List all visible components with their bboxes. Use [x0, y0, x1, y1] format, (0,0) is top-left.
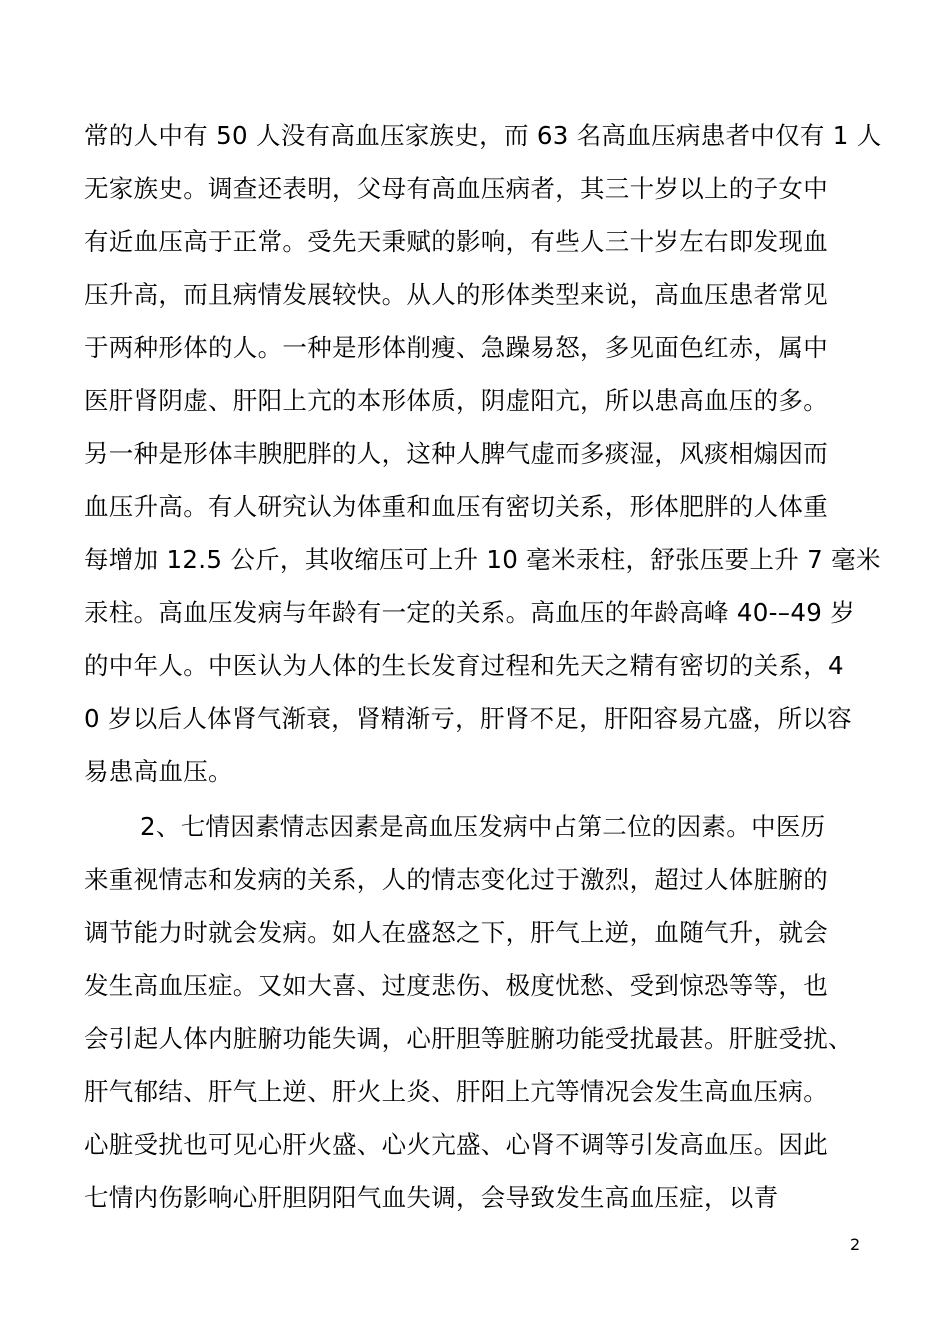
body-text-line: 另一种是形体丰腴肥胖的人，这种人脾气虚而多痰湿，风痰相煽因而: [84, 439, 828, 468]
body-text-line: 压升高，而且病情发展较快。从人的形体类型来说，高血压患者常见: [84, 280, 828, 309]
body-text-line: 有近血压高于正常。受先天秉赋的影响，有些人三十岁左右即发现血: [84, 227, 828, 256]
body-text-line: 发生高血压症。又如大喜、过度悲伤、极度忧愁、受到惊恐等等，也: [84, 971, 828, 1000]
body-text-line: 于两种形体的人。一种是形体削瘦、急躁易怒，多见面色红赤，属中: [84, 333, 828, 362]
body-text-line: 来重视情志和发病的关系，人的情志变化过于激烈，超过人体脏腑的: [84, 865, 828, 894]
body-text-line: 肝气郁结、肝气上逆、肝火上炎、肝阳上亢等情况会发生高血压病。: [84, 1077, 828, 1106]
body-text-line: 会引起人体内脏腑功能失调，心肝胆等脏腑功能受扰最甚。肝脏受扰、: [84, 1024, 853, 1053]
body-text-line: 无家族史。调查还表明，父母有高血压病者，其三十岁以上的子女中: [84, 174, 828, 203]
body-text-line: 的中年人。中医认为人体的生长发育过程和先天之精有密切的关系，4: [84, 651, 844, 680]
body-text-line: 心脏受扰也可见心肝火盛、心火亢盛、心肾不调等引发高血压。因此: [84, 1130, 828, 1159]
body-text-line: 调节能力时就会发病。如人在盛怒之下，肝气上逆，血随气升，就会: [84, 918, 828, 947]
body-text-line: 医肝肾阴虚、肝阳上亢的本形体质，阴虚阳亢，所以患高血压的多。: [84, 386, 828, 415]
paragraph-first-line: 2、七情因素情志因素是高血压发病中占第二位的因素。中医历: [140, 812, 826, 841]
body-text-line: 易患高血压。: [84, 757, 233, 786]
body-text-line: 常的人中有 50 人没有高血压家族史，而 63 名高血压病患者中仅有 1 人: [84, 121, 882, 150]
body-text-line: 每增加 12.5 公斤，其收缩压可上升 10 毫米汞柱，舒张压要上升 7 毫米: [84, 545, 881, 574]
body-text-line: 七情内伤影响心肝胆阴阳气血失调，会导致发生高血压症，以青: [84, 1183, 779, 1212]
body-text-line: 汞柱。高血压发病与年龄有一定的关系。高血压的年龄高峰 40-–49 岁: [84, 598, 856, 627]
page-number: 2: [850, 1235, 861, 1254]
body-text-line: 血压升高。有人研究认为体重和血压有密切关系，形体肥胖的人体重: [84, 492, 828, 521]
body-text-line: 0 岁以后人体肾气渐衰，肾精渐亏，肝肾不足，肝阳容易亢盛，所以容: [84, 704, 852, 733]
